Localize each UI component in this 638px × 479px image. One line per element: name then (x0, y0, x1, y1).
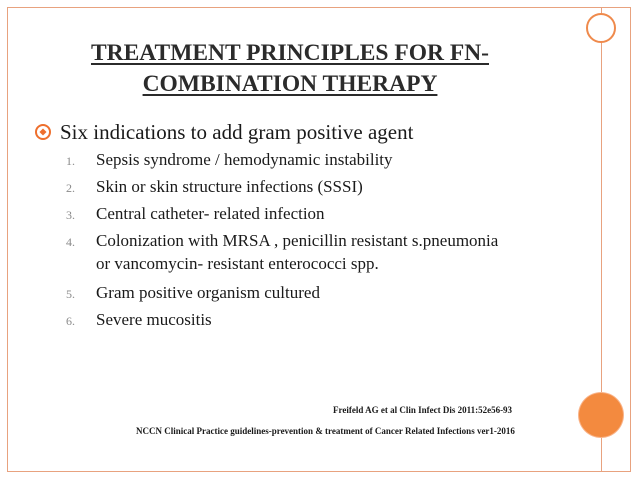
orange-diamond-bullet-icon (34, 123, 52, 141)
list-item-number: 2. (66, 181, 75, 195)
list-item-number: 6. (66, 314, 75, 328)
list-item-number: 5. (66, 287, 75, 301)
decorative-orange-circle-icon (579, 393, 623, 437)
list-item-number: 1. (66, 154, 75, 168)
main-bullet-text: Six indications to add gram positive agent (60, 120, 414, 144)
list-item-text: Skin or skin structure infections (SSSI) (96, 177, 363, 196)
list-item-text: Central catheter- related infection (96, 204, 325, 223)
list-item-text: Sepsis syndrome / hemodynamic instability (96, 150, 393, 169)
list-item-text: Severe mucositis (96, 310, 212, 329)
list-item-text-continued: or vancomycin- resistant enterococci spp. (96, 254, 379, 273)
list-item-text: Gram positive organism cultured (96, 283, 320, 302)
decorative-ring-icon (586, 13, 616, 43)
citation-freifeld: Freifeld AG et al Clin Infect Dis 2011:52e56-93 (333, 405, 513, 415)
list-item-number: 3. (66, 208, 75, 222)
slide-title (30, 38, 550, 100)
list-item-text: Colonization with MRSA , penicillin resistant s.pneumonia (96, 231, 499, 250)
list-item-number: 4. (66, 235, 75, 249)
citation-nccn: NCCN Clinical Practice guidelines-prevention & treatment of Cancer Related Infections ver1-2016 (136, 426, 515, 436)
slide-title-line-2: COMBINATION THERAPY (142, 71, 438, 97)
slide-title-line-1: TREATMENT PRINCIPLES FOR FN- (90, 40, 489, 66)
